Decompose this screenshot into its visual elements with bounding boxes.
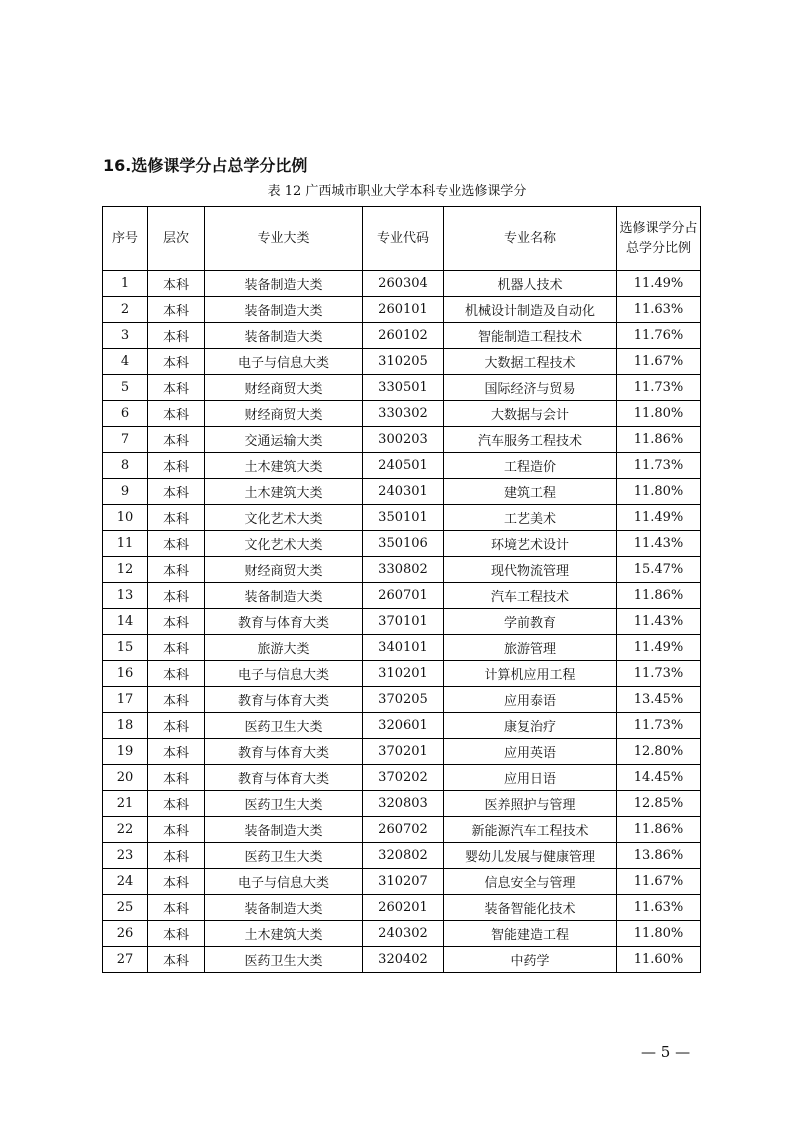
header-elective-ratio: 选修课学分占总学分比例 <box>617 207 701 271</box>
table-row <box>103 375 701 401</box>
cell-major-code: 260304 <box>363 271 444 297</box>
cell-level: 本科 <box>148 713 205 739</box>
cell-level: 本科 <box>148 557 205 583</box>
cell-elective-ratio: 13.45% <box>617 687 701 713</box>
cell-major-name: 汽车服务工程技术 <box>444 427 617 453</box>
table-row <box>103 349 701 375</box>
cell-major-name: 大数据工程技术 <box>444 349 617 375</box>
header-major-name: 专业名称 <box>444 207 617 271</box>
cell-elective-ratio: 11.67% <box>617 349 701 375</box>
cell-major-code: 350106 <box>363 531 444 557</box>
cell-major-code: 260702 <box>363 817 444 843</box>
cell-elective-ratio: 12.80% <box>617 739 701 765</box>
header-level: 层次 <box>148 207 205 271</box>
table-row <box>103 427 701 453</box>
cell-elective-ratio: 15.47% <box>617 557 701 583</box>
cell-major-category: 装备制造大类 <box>205 895 363 921</box>
cell-major-name: 医养照护与管理 <box>444 791 617 817</box>
cell-major-category: 医药卫生大类 <box>205 843 363 869</box>
cell-major-category: 电子与信息大类 <box>205 661 363 687</box>
cell-elective-ratio: 13.86% <box>617 843 701 869</box>
cell-serial: 10 <box>103 505 148 531</box>
cell-serial: 3 <box>103 323 148 349</box>
header-major-category: 专业大类 <box>205 207 363 271</box>
cell-serial: 7 <box>103 427 148 453</box>
cell-major-name: 汽车工程技术 <box>444 583 617 609</box>
cell-major-category: 装备制造大类 <box>205 323 363 349</box>
cell-major-code: 320402 <box>363 947 444 973</box>
cell-serial: 18 <box>103 713 148 739</box>
table-row <box>103 817 701 843</box>
cell-serial: 16 <box>103 661 148 687</box>
cell-major-code: 310201 <box>363 661 444 687</box>
cell-major-code: 310205 <box>363 349 444 375</box>
table-row <box>103 635 701 661</box>
cell-major-code: 370205 <box>363 687 444 713</box>
cell-level: 本科 <box>148 583 205 609</box>
cell-serial: 23 <box>103 843 148 869</box>
cell-major-category: 财经商贸大类 <box>205 557 363 583</box>
cell-major-category: 文化艺术大类 <box>205 531 363 557</box>
cell-major-name: 新能源汽车工程技术 <box>444 817 617 843</box>
cell-major-code: 240302 <box>363 921 444 947</box>
cell-serial: 15 <box>103 635 148 661</box>
cell-elective-ratio: 11.76% <box>617 323 701 349</box>
cell-major-category: 医药卫生大类 <box>205 713 363 739</box>
cell-major-code: 310207 <box>363 869 444 895</box>
cell-major-name: 计算机应用工程 <box>444 661 617 687</box>
cell-major-category: 装备制造大类 <box>205 583 363 609</box>
page-number: — 5 — <box>641 1043 691 1061</box>
cell-major-name: 应用泰语 <box>444 687 617 713</box>
cell-major-code: 370202 <box>363 765 444 791</box>
cell-major-code: 320803 <box>363 791 444 817</box>
cell-major-code: 330802 <box>363 557 444 583</box>
cell-serial: 26 <box>103 921 148 947</box>
header-serial: 序号 <box>103 207 148 271</box>
cell-serial: 11 <box>103 531 148 557</box>
cell-serial: 6 <box>103 401 148 427</box>
cell-major-category: 电子与信息大类 <box>205 349 363 375</box>
cell-major-category: 文化艺术大类 <box>205 505 363 531</box>
table-row <box>103 297 701 323</box>
cell-serial: 22 <box>103 817 148 843</box>
cell-level: 本科 <box>148 661 205 687</box>
cell-major-code: 320601 <box>363 713 444 739</box>
cell-major-name: 应用日语 <box>444 765 617 791</box>
cell-major-code: 330501 <box>363 375 444 401</box>
cell-elective-ratio: 14.45% <box>617 765 701 791</box>
cell-major-code: 260701 <box>363 583 444 609</box>
cell-level: 本科 <box>148 739 205 765</box>
cell-serial: 4 <box>103 349 148 375</box>
header-major-code: 专业代码 <box>363 207 444 271</box>
cell-serial: 1 <box>103 271 148 297</box>
table-header-row <box>103 207 701 271</box>
cell-level: 本科 <box>148 921 205 947</box>
cell-major-name: 国际经济与贸易 <box>444 375 617 401</box>
elective-credits-table <box>102 206 701 973</box>
table-row <box>103 895 701 921</box>
cell-level: 本科 <box>148 323 205 349</box>
cell-serial: 13 <box>103 583 148 609</box>
table-row <box>103 323 701 349</box>
cell-level: 本科 <box>148 375 205 401</box>
cell-elective-ratio: 11.49% <box>617 271 701 297</box>
table-row <box>103 479 701 505</box>
cell-level: 本科 <box>148 427 205 453</box>
cell-major-code: 260102 <box>363 323 444 349</box>
cell-major-name: 现代物流管理 <box>444 557 617 583</box>
cell-elective-ratio: 11.63% <box>617 895 701 921</box>
table-row <box>103 661 701 687</box>
table-row <box>103 765 701 791</box>
table-row <box>103 531 701 557</box>
cell-elective-ratio: 11.63% <box>617 297 701 323</box>
cell-major-code: 340101 <box>363 635 444 661</box>
cell-elective-ratio: 11.73% <box>617 713 701 739</box>
cell-serial: 2 <box>103 297 148 323</box>
cell-major-name: 工程造价 <box>444 453 617 479</box>
cell-elective-ratio: 11.49% <box>617 505 701 531</box>
table-row <box>103 869 701 895</box>
cell-level: 本科 <box>148 895 205 921</box>
table-row <box>103 687 701 713</box>
cell-major-category: 装备制造大类 <box>205 297 363 323</box>
cell-major-category: 土木建筑大类 <box>205 921 363 947</box>
cell-major-name: 机械设计制造及自动化 <box>444 297 617 323</box>
cell-serial: 12 <box>103 557 148 583</box>
cell-elective-ratio: 11.43% <box>617 531 701 557</box>
cell-major-category: 医药卫生大类 <box>205 947 363 973</box>
cell-major-category: 财经商贸大类 <box>205 375 363 401</box>
table-row <box>103 843 701 869</box>
table-body <box>103 271 701 973</box>
cell-elective-ratio: 11.86% <box>617 583 701 609</box>
cell-level: 本科 <box>148 947 205 973</box>
cell-elective-ratio: 11.60% <box>617 947 701 973</box>
table-row <box>103 739 701 765</box>
cell-major-name: 康复治疗 <box>444 713 617 739</box>
cell-major-code: 370201 <box>363 739 444 765</box>
cell-serial: 21 <box>103 791 148 817</box>
cell-serial: 25 <box>103 895 148 921</box>
cell-major-category: 装备制造大类 <box>205 271 363 297</box>
table-row <box>103 271 701 297</box>
cell-level: 本科 <box>148 401 205 427</box>
cell-elective-ratio: 12.85% <box>617 791 701 817</box>
cell-serial: 24 <box>103 869 148 895</box>
cell-major-name: 建筑工程 <box>444 479 617 505</box>
cell-level: 本科 <box>148 791 205 817</box>
cell-major-category: 旅游大类 <box>205 635 363 661</box>
cell-major-category: 教育与体育大类 <box>205 739 363 765</box>
table-caption: 表 12 广西城市职业大学本科专业选修课学分 <box>267 184 527 199</box>
cell-major-name: 学前教育 <box>444 609 617 635</box>
cell-major-code: 260101 <box>363 297 444 323</box>
table-row <box>103 713 701 739</box>
cell-major-name: 环境艺术设计 <box>444 531 617 557</box>
cell-serial: 14 <box>103 609 148 635</box>
cell-major-category: 土木建筑大类 <box>205 453 363 479</box>
cell-major-name: 智能建造工程 <box>444 921 617 947</box>
cell-major-category: 教育与体育大类 <box>205 765 363 791</box>
cell-major-category: 交通运输大类 <box>205 427 363 453</box>
table-row <box>103 557 701 583</box>
cell-major-name: 旅游管理 <box>444 635 617 661</box>
cell-level: 本科 <box>148 843 205 869</box>
cell-serial: 8 <box>103 453 148 479</box>
cell-serial: 9 <box>103 479 148 505</box>
cell-elective-ratio: 11.49% <box>617 635 701 661</box>
cell-elective-ratio: 11.73% <box>617 661 701 687</box>
cell-level: 本科 <box>148 635 205 661</box>
cell-level: 本科 <box>148 453 205 479</box>
table-row <box>103 401 701 427</box>
cell-major-name: 装备智能化技术 <box>444 895 617 921</box>
cell-level: 本科 <box>148 479 205 505</box>
cell-major-name: 机器人技术 <box>444 271 617 297</box>
cell-elective-ratio: 11.86% <box>617 427 701 453</box>
cell-level: 本科 <box>148 505 205 531</box>
cell-major-code: 260201 <box>363 895 444 921</box>
cell-level: 本科 <box>148 297 205 323</box>
cell-level: 本科 <box>148 271 205 297</box>
cell-major-category: 装备制造大类 <box>205 817 363 843</box>
cell-major-name: 信息安全与管理 <box>444 869 617 895</box>
cell-major-category: 医药卫生大类 <box>205 791 363 817</box>
cell-elective-ratio: 11.80% <box>617 401 701 427</box>
cell-major-code: 330302 <box>363 401 444 427</box>
cell-major-code: 350101 <box>363 505 444 531</box>
cell-level: 本科 <box>148 869 205 895</box>
cell-major-code: 370101 <box>363 609 444 635</box>
cell-level: 本科 <box>148 765 205 791</box>
cell-major-category: 土木建筑大类 <box>205 479 363 505</box>
table-row <box>103 791 701 817</box>
cell-elective-ratio: 11.67% <box>617 869 701 895</box>
cell-elective-ratio: 11.43% <box>617 609 701 635</box>
cell-level: 本科 <box>148 531 205 557</box>
table-row <box>103 583 701 609</box>
cell-major-code: 240501 <box>363 453 444 479</box>
cell-major-category: 财经商贸大类 <box>205 401 363 427</box>
cell-major-name: 工艺美术 <box>444 505 617 531</box>
cell-level: 本科 <box>148 609 205 635</box>
table-row <box>103 921 701 947</box>
section-heading: 16.选修课学分占总学分比例 <box>103 156 308 175</box>
cell-elective-ratio: 11.80% <box>617 921 701 947</box>
cell-major-name: 智能制造工程技术 <box>444 323 617 349</box>
cell-level: 本科 <box>148 349 205 375</box>
cell-major-category: 教育与体育大类 <box>205 609 363 635</box>
cell-major-name: 婴幼儿发展与健康管理 <box>444 843 617 869</box>
cell-level: 本科 <box>148 687 205 713</box>
cell-major-code: 300203 <box>363 427 444 453</box>
cell-major-name: 应用英语 <box>444 739 617 765</box>
cell-elective-ratio: 11.86% <box>617 817 701 843</box>
cell-elective-ratio: 11.73% <box>617 375 701 401</box>
cell-major-category: 电子与信息大类 <box>205 869 363 895</box>
cell-major-code: 320802 <box>363 843 444 869</box>
cell-serial: 5 <box>103 375 148 401</box>
table-row <box>103 505 701 531</box>
cell-major-category: 教育与体育大类 <box>205 687 363 713</box>
cell-serial: 19 <box>103 739 148 765</box>
cell-level: 本科 <box>148 817 205 843</box>
cell-serial: 27 <box>103 947 148 973</box>
table-row <box>103 453 701 479</box>
cell-major-name: 中药学 <box>444 947 617 973</box>
table-row <box>103 947 701 973</box>
cell-serial: 20 <box>103 765 148 791</box>
cell-serial: 17 <box>103 687 148 713</box>
cell-elective-ratio: 11.80% <box>617 479 701 505</box>
cell-major-code: 240301 <box>363 479 444 505</box>
cell-elective-ratio: 11.73% <box>617 453 701 479</box>
table-row <box>103 609 701 635</box>
cell-major-name: 大数据与会计 <box>444 401 617 427</box>
